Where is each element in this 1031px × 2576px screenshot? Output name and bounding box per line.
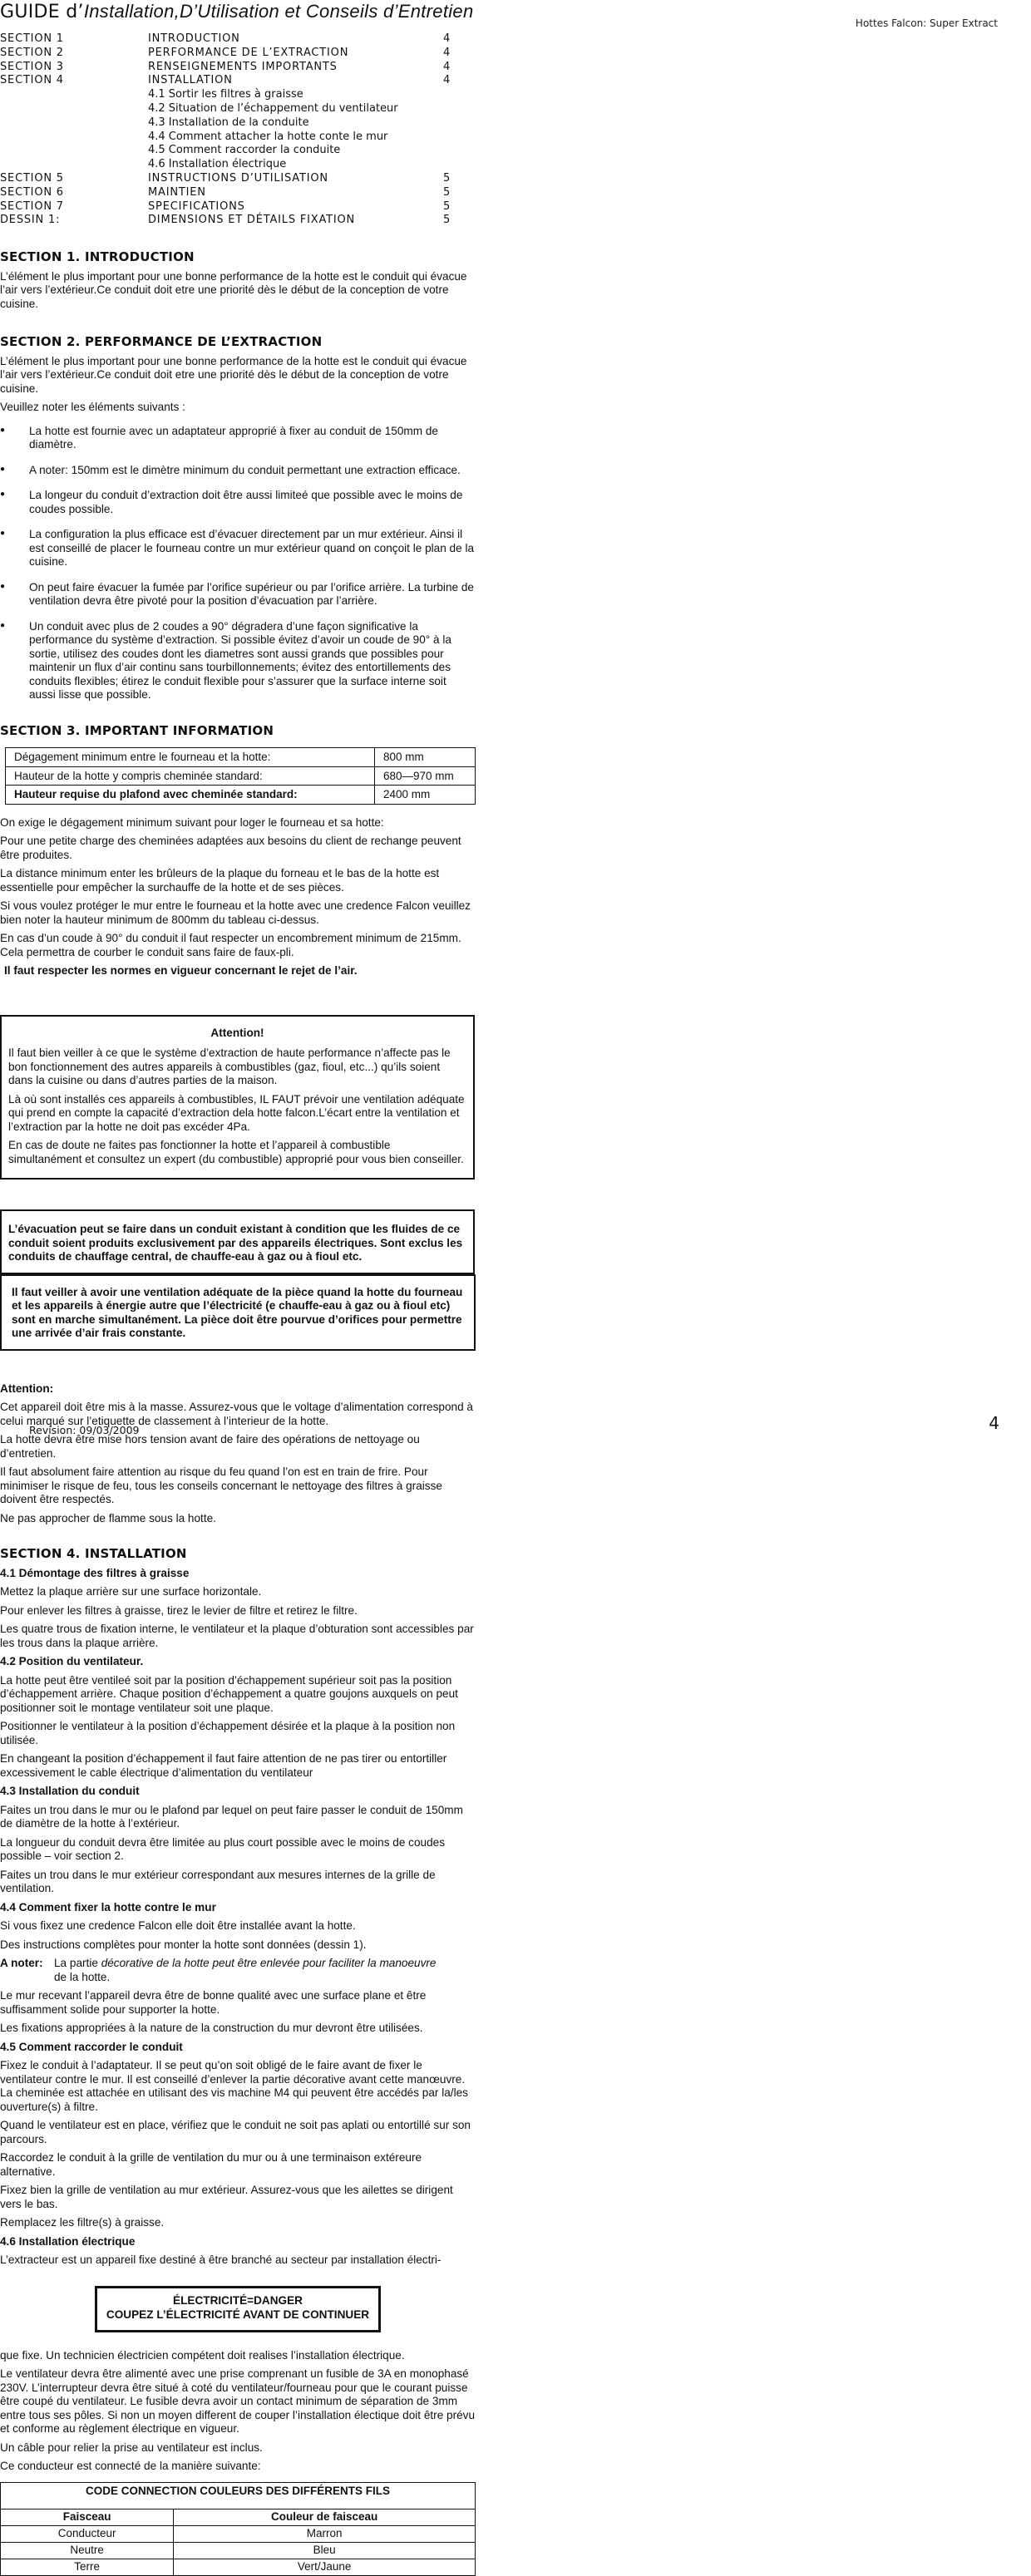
toc-label: 4.5 Comment raccorder la conduite <box>148 144 341 157</box>
s46-para: L’extracteur est un appareil fixe destiné à être branché au secteur par installation électri- <box>0 2253 442 2267</box>
toc-page: 4 <box>443 32 451 45</box>
s3-para: Pour une petite charge des cheminées adaptées aux besoins du client de rechange peuvent être produites. <box>0 835 461 861</box>
s42-title: 4.2 Position du ventilateur. <box>0 1655 144 1668</box>
table-cell: Vert/Jaune <box>174 2559 476 2575</box>
toc-sec <box>0 116 148 131</box>
attention2-title: Attention: <box>0 1382 54 1395</box>
toc-page <box>443 116 475 131</box>
toc-sec <box>0 102 148 116</box>
s1-heading: SECTION 1. INTRODUCTION <box>0 249 195 265</box>
s41-title: 4.1 Démontage des filtres à graisse <box>0 1566 190 1579</box>
s1-text: L’élément le plus important pour une bonne performance de la hotte est le conduit qui évacue l’air vers l’extérieur.Ce conduit doit etre une priorité dès le début de la conception de votre cuisine. <box>0 269 467 310</box>
table-cell: 2400 mm <box>375 786 476 805</box>
s43-para: Faites un trou dans le mur ou le plafond par lequel on peut faire passer le conduit de 150mm de diamètre de la hotte à l’extérieur. <box>0 1803 463 1830</box>
s2-bullets <box>0 425 475 702</box>
table-cell: Conducteur <box>1 2525 174 2542</box>
toc-page: 5 <box>443 185 451 199</box>
toc-page <box>443 102 475 116</box>
s41-para: Les quatre trous de fixation interne, le ventilateur et la plaque d’obturation sont accessibles par les trous dans la plaque arrière. <box>0 1623 474 1649</box>
toc-label: INSTALLATION <box>148 74 233 87</box>
s2-heading: SECTION 2. PERFORMANCE DE L’EXTRACTION <box>0 334 323 350</box>
attention-para: En cas de doute ne faites pas fonctionner la hotte et l’appareil à combustible simultanément et consultez un expert (du combustible) approprié pour vous bien conseiller. <box>8 1139 464 1165</box>
s44-para: Le mur recevant l’appareil devra être de bonne qualité avec une surface plane et être suffisamment solide pour supporter la hotte. <box>0 1989 427 2016</box>
attention-para: Là où sont installés ces appareils à combustibles, IL FAUT prévoir une ventilation adéquate qui prend en compte la capacité d’extraction dela hotte falcon.L’écart entre la ventilation et l’extraction par la hotte ne doit pas excéder 4Pa. <box>8 1092 465 1133</box>
s42-para: En changeant la position d’échappement il faut faire attention de ne pas tirer ou entortiller excessivement le cable électrique d’alimentation du ventilateur <box>0 1752 447 1779</box>
toc-sec: SECTION 7 <box>0 199 64 213</box>
s44-title: 4.4 Comment fixer la hotte contre le mur <box>0 1900 216 1914</box>
toc-page: 4 <box>443 74 451 87</box>
s3-heading: SECTION 3. IMPORTANT INFORMATION <box>0 722 274 738</box>
attention2-para: La hotte devra être mise hors tension avant de faire des opérations de nettoyage ou d’entretien. <box>0 1433 420 1460</box>
toc-sec: SECTION 1 <box>0 32 64 45</box>
electric-para: Ce conducteur est connecté de la manière suivante: <box>0 2460 261 2473</box>
table-cell: Hauteur requise du plafond avec cheminée standard: <box>6 786 375 805</box>
left-column <box>0 0 475 1274</box>
toc-label: 4.1 Sortir les filtres à graisse <box>148 88 303 101</box>
attention-title: Attention! <box>210 1026 264 1039</box>
s4-heading: SECTION 4. INSTALLATION <box>0 1546 187 1562</box>
table-cell: Marron <box>174 2525 476 2542</box>
toc-sec: SECTION 6 <box>0 185 64 199</box>
s3-para: La distance minimum enter les brûleurs de la plaque du forneau et le bas de la hotte est essentielle pour empêcher la surchauffe de la hotte et de ses pièces. <box>0 867 440 894</box>
note-text: La partie décorative de la hotte peut être enlevée pour faciliter la manoeuvre de la hotte. <box>54 1957 437 1983</box>
toc-page <box>443 88 475 102</box>
table-of-contents <box>0 32 475 228</box>
s3-bold: Il faut respecter les normes en vigueur concernant le rejet de l’air. <box>4 964 358 978</box>
header-product: Hottes Falcon: Super Extract <box>855 17 998 29</box>
s41-para: Pour enlever les filtres à graisse, tirez le levier de filtre et retirez le filtre. <box>0 1603 358 1617</box>
toc-sec: SECTION 2 <box>0 46 64 59</box>
s3-para: Si vous voulez protéger le mur entre le fourneau et la hotte avec une credence Falcon veuillez bien noter la hauteur minimum de 800mm du tableau ci-dessus. <box>0 899 471 926</box>
page-title: GUIDE d’Installation,D’Utilisation et Conseils d’Entretien <box>0 1 474 22</box>
table-cell: Terre <box>1 2559 174 2575</box>
toc-label: MAINTIEN <box>148 185 206 199</box>
table-row <box>1 2482 476 2509</box>
danger-box <box>95 2286 381 2332</box>
s45-title: 4.5 Comment raccorder le conduit <box>0 2040 183 2053</box>
toc-label: 4.6 Installation électrique <box>148 158 287 171</box>
ventilation-box: Il faut veiller à avoir une ventilation adéquate de la pièce quand la hotte du fourneau et les appareils à énergie autre que l’électricité (e chauffe-eau à gaz ou à fioul etc) sont en marche simultanément. La pièce doit être pourvue d’orifices pour permettre une arrivée d’air frais constante. <box>0 1274 476 1351</box>
toc-label: 4.4 Comment attacher la hotte conte le mur <box>148 130 388 143</box>
attention-para: Il faut bien veiller à ce que le système d’extraction de haute performance n’affecte pas le bon fonctionnement des autres appareils à combustibles (gaz, fioul, etc...) qu’ils soient dans la cuisine ou dans d’autres parties de la maison. <box>8 1047 451 1087</box>
toc-page: 4 <box>443 46 451 59</box>
s44-para: Les fixations appropriées à la nature de la construction du mur devront être utilisées. <box>0 2022 423 2035</box>
danger-line: ÉLECTRICITÉ=DANGER <box>173 2293 303 2307</box>
electric-para: Le ventilateur devra être alimenté avec une prise comprenant un fusible de 3A en monophasé 230V. L’interrupteur devra être situé à coté du ventilateur/fourneau pour que le courant puisse être coupé du ventilateur. Le fusible devra avoir un contact minimum de séparation de 3mm entre tous ses pôles. Si non un moyen different de couper l’installation électique doit être prévu et conforme au règlement électrique en vigueur. <box>0 2367 476 2436</box>
toc-label: 4.2 Situation de l’échappement du ventilateur <box>148 101 398 115</box>
bullet-item: ● Un conduit avec plus de 2 coudes a 90° dégradera d’une façon significative la performance du système d’extraction. Si possible évitez d’avoir un coude de 90° à la sortie, utilisez des coudes dont les diametres sont aussi grands que possibles pour maintenir un flux d’air continu sans tourbillonnements; évitez des entortillements des conduits flexibles; étirez le conduit flexible pour s’assurer que la surface interne soit aussi lisse que possible. <box>0 620 475 702</box>
table-cell: Neutre <box>1 2542 174 2559</box>
table-row <box>1 2509 476 2525</box>
toc-page: 5 <box>443 199 451 213</box>
table-row <box>6 786 476 805</box>
toc-label: DIMENSIONS ET DÉTAILS FIXATION <box>148 214 356 227</box>
s43-title: 4.3 Installation du conduit <box>0 1785 140 1798</box>
toc-label: INSTRUCTIONS D’UTILISATION <box>148 171 328 185</box>
attention2-para: Il faut absolument faire attention au risque du feu quand l’on est en train de frire. Pour minimiser le risque de feu, tous les conseils concernant le nettoyage des filtres à graisse doivent être respectés. <box>0 1465 442 1506</box>
table-row <box>6 748 476 767</box>
table-title: CODE CONNECTION COULEURS DES DIFFÉRENTS FILS <box>1 2482 476 2509</box>
s45-para: Fixez bien la grille de ventilation au mur extérieur. Assurez-vous que les ailettes se dirigent vers le bas. <box>0 2184 453 2210</box>
danger-line: COUPEZ L’ÉLECTRICITÉ AVANT DE CONTINUER <box>106 2308 370 2321</box>
bullet-item: ● La configuration la plus efficace est d’évacuer directement par un mur extérieur. Ainsi il est conseillé de placer le fourneau contre un mur extérieur quand on conçoit le plan de la cuisine. <box>0 528 475 569</box>
s3-para: En cas d’un coude à 90° du conduit il faut respecter un encombrement minimum de 215mm. Cela permettra de courber le conduit sans faire de faux-pli. <box>0 932 461 958</box>
s2-note: Veuillez noter les éléments suivants : <box>0 401 185 414</box>
toc-label: PERFORMANCE DE L’EXTRACTION <box>148 46 349 59</box>
bullet-item: ● A noter: 150mm est le dimètre minimum du conduit permettant une extraction efficace. <box>0 464 475 478</box>
attention2-para: Cet appareil doit être mis à la masse. Assurez-vous que le voltage d’alimentation correspond à celui marqué sur l’etiquette de classement à l’interieur de la hotte. <box>0 1401 473 1427</box>
toc-sec: SECTION 3 <box>0 60 64 73</box>
attention2-para: Ne pas approcher de flamme sous la hotte. <box>0 1511 216 1524</box>
s45-para: Fixez le conduit à l’adaptateur. Il se peut qu’on soit obligé de le faire avant de fixer le ventilateur contre le mur. Il est conseillé d’enlever la partie décorative avant cette manœuvre. La cheminée est attachée en utilisant des vis machine M4 qui peuvent être accédés par la/les ouverture(s) à filtre. <box>0 2059 468 2113</box>
toc-page <box>443 158 475 172</box>
s44-para: Des instructions complètes pour monter la hotte sont données (dessin 1). <box>0 1938 367 1951</box>
table-cell: Dégagement minimum entre le fourneau et la hotte: <box>6 748 375 767</box>
toc-page: 5 <box>443 171 451 185</box>
toc-page: 4 <box>443 60 451 73</box>
table-header: Faisceau <box>1 2509 174 2525</box>
s41-para: Mettez la plaque arrière sur une surface horizontale. <box>0 1585 262 1598</box>
toc-sec: SECTION 4 <box>0 74 64 87</box>
s43-para: Faites un trou dans le mur extérieur correspondant aux mesures internes de la grille de ventilation. <box>0 1868 436 1895</box>
table-row <box>1 2559 476 2575</box>
toc-sec <box>0 158 148 172</box>
table-cell: Bleu <box>174 2542 476 2559</box>
toc-page <box>443 131 475 145</box>
toc-sec: DESSIN 1: <box>0 214 61 227</box>
electric-para: que fixe. Un technicien électricien compétent doit realises l’installation électrique. <box>0 2348 405 2362</box>
toc-sec <box>0 88 148 102</box>
s44-note <box>0 1957 476 1984</box>
table-cell: Hauteur de la hotte y compris cheminée standard: <box>6 766 375 786</box>
s42-para: Positionner le ventilateur à la position d’échappement désirée et la plaque à la position non utilisée. <box>0 1720 456 1746</box>
table-cell: 800 mm <box>375 748 476 767</box>
toc-page <box>443 144 475 158</box>
toc-sec <box>0 144 148 158</box>
s2-text: L’élément le plus important pour une bonne performance de la hotte est le conduit qui évacue l’air vers l’extérieur.Ce conduit doit etre une priorité dès le début de la conception de votre cuisine. <box>0 354 467 395</box>
table-row <box>6 766 476 786</box>
s44-para: Si vous fixez une credence Falcon elle doit être installée avant la hotte. <box>0 1919 356 1933</box>
s46-title: 4.6 Installation électrique <box>0 2234 136 2248</box>
table-row <box>1 2525 476 2542</box>
s45-para: Quand le ventilateur est en place, vérifiez que le conduit ne soit pas aplati ou entortillé sur son parcours. <box>0 2119 471 2145</box>
note-label: A noter: <box>0 1957 43 1970</box>
info-table <box>5 747 476 805</box>
wire-color-table <box>0 2482 476 2576</box>
s45-para: Raccordez le conduit à la grille de ventilation du mur ou à une terminaison extéreure alternative. <box>0 2151 422 2178</box>
toc-sec <box>0 131 148 145</box>
bullet-item: ● On peut faire évacuer la fumée par l’orifice supérieur ou par l’orifice arrière. La turbine de ventilation devra être pivoté pour la position d’évacuation par l’arrière. <box>0 581 475 608</box>
table-row <box>1 2542 476 2559</box>
toc-label: SPECIFICATIONS <box>148 199 245 213</box>
s45-para: Remplacez les filtre(s) à graisse. <box>0 2216 165 2229</box>
toc-label: RENSEIGNEMENTS IMPORTANTS <box>148 60 338 73</box>
evacuation-box: L’évacuation peut se faire dans un conduit existant à condition que les fluides de ce conduit soient produits exclusivement par des appareils électriques. Sont exclus les conduits de chauffage central, de chauffe-eau à gaz ou à fioul etc. <box>0 1209 475 1274</box>
toc-sec: SECTION 5 <box>0 171 64 185</box>
revision-date: Revision: 09/03/2009 <box>29 1424 140 1436</box>
attention-box <box>0 1015 475 1180</box>
table-header: Couleur de faisceau <box>174 2509 476 2525</box>
s42-para: La hotte peut être ventileé soit par la position d’échappement supérieur soit pas la position d’échappement arrière. Chaque position d’échappement a quatre goujons auxquels on peut positionner soit le montage ventilateur soit une plaque. <box>0 1673 458 1714</box>
right-column <box>0 1274 476 2576</box>
bullet-item: ● La longeur du conduit d’extraction doit être aussi limiteé que possible avec le moins de coudes possible. <box>0 489 475 516</box>
s3-para: On exige le dégagement minimum suivant pour loger le fourneau et sa hotte: <box>0 815 384 829</box>
toc-page: 5 <box>443 214 451 227</box>
page-number: 4 <box>989 1413 999 1433</box>
table-cell: 680—970 mm <box>375 766 476 786</box>
electric-para: Un câble pour relier la prise au ventilateur est inclus. <box>0 2441 263 2454</box>
toc-label: 4.3 Installation de la conduite <box>148 116 309 129</box>
s43-para: La longueur du conduit devra être limitée au plus court possible avec le moins de coudes possible – voir section 2. <box>0 1835 446 1863</box>
bullet-item: ● La hotte est fournie avec un adaptateur approprié à fixer au conduit de 150mm de diamètre. <box>0 425 475 452</box>
toc-label: INTRODUCTION <box>148 32 240 45</box>
